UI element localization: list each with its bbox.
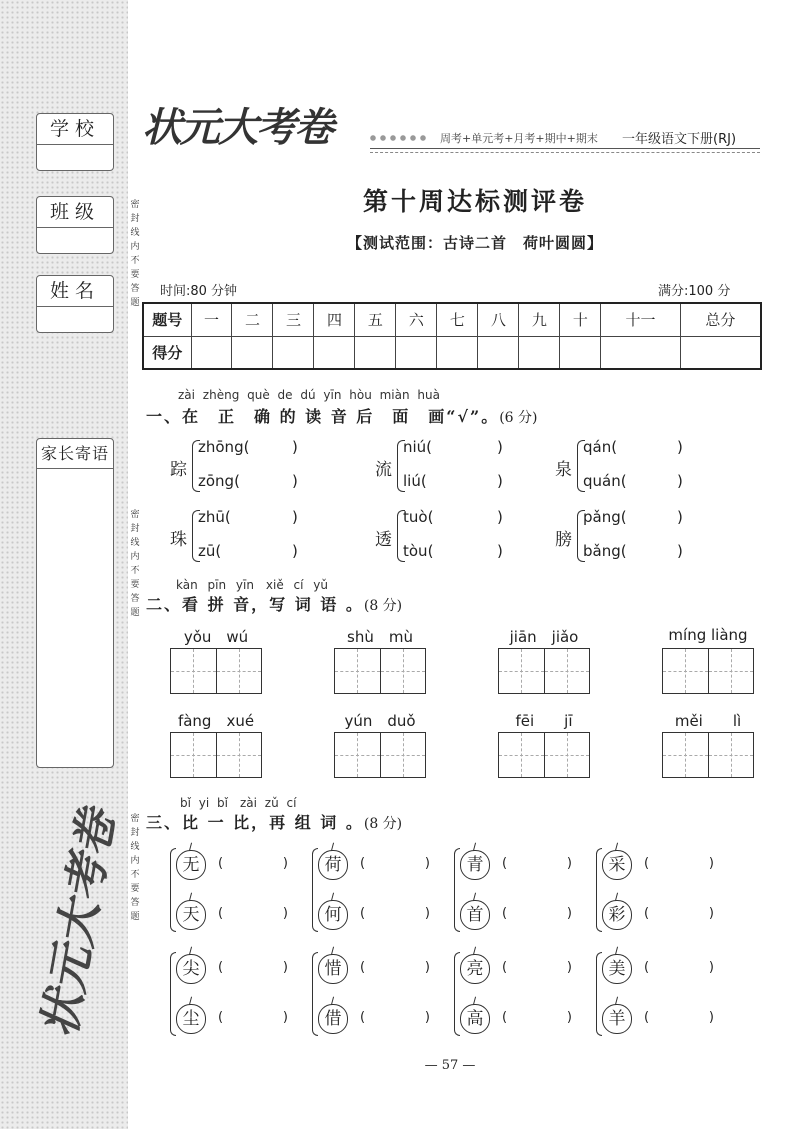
q1-option[interactable]: zhōng( ) xyxy=(198,438,298,456)
q2-word-pinyin: měi lì xyxy=(674,712,742,730)
q3-answer-blank[interactable]: ( ) xyxy=(218,960,288,975)
class-label: 班级 xyxy=(37,197,113,228)
q2-writing-grid[interactable] xyxy=(170,648,262,694)
q2-word-pinyin: jiān jiǎo xyxy=(509,628,579,646)
q3-apple-char: 高 xyxy=(460,1004,490,1034)
q3-brace xyxy=(454,848,460,932)
q3-answer-blank[interactable]: ( ) xyxy=(218,856,288,871)
seal-text-2: 密 封 线 内 不 要 答 题 xyxy=(130,510,140,618)
q2-writing-grid[interactable] xyxy=(170,732,262,778)
q3-answer-blank[interactable]: ( ) xyxy=(644,856,714,871)
grid-cell[interactable] xyxy=(380,649,425,693)
header-logo: 状元大考卷 xyxy=(142,105,332,151)
q1-option[interactable]: tòu( ) xyxy=(403,542,503,560)
q3-apple-char: 荷 xyxy=(318,850,348,880)
q1-option[interactable]: qán( ) xyxy=(583,438,683,456)
q3-title: 三、比 一 比，再 组 词 。(8 分) xyxy=(146,813,403,832)
grid-cell[interactable] xyxy=(708,733,753,777)
q1-pinyin: zài zhèng què de dú yīn hòu miàn huà xyxy=(178,388,440,402)
q1-option[interactable]: bǎng( ) xyxy=(583,542,683,560)
q3-answer-blank[interactable]: ( ) xyxy=(502,1010,572,1025)
grid-cell[interactable] xyxy=(663,649,708,693)
q3-apple-char: 首 xyxy=(460,900,490,930)
q2-writing-grid[interactable] xyxy=(334,732,426,778)
header-rule-dashed xyxy=(370,152,760,153)
seal-text-3: 密 封 线 内 不 要 答 题 xyxy=(130,814,140,922)
q1-option[interactable]: zū( ) xyxy=(198,542,298,560)
q1-char: 踪 xyxy=(170,460,187,480)
q2-writing-grid[interactable] xyxy=(498,648,590,694)
q2-writing-grid[interactable] xyxy=(498,732,590,778)
q1-option[interactable]: zōng( ) xyxy=(198,472,298,490)
q2-word-pinyin: shù mù xyxy=(347,628,413,646)
q3-brace xyxy=(596,848,602,932)
q1-option[interactable]: tuò( ) xyxy=(403,508,503,526)
q2-title: 二、看 拼 音，写 词 语 。(8 分) xyxy=(146,595,403,614)
q3-apple-char: 天 xyxy=(176,900,206,930)
q2-writing-grid[interactable] xyxy=(334,648,426,694)
q3-answer-blank[interactable]: ( ) xyxy=(360,1010,430,1025)
q3-answer-blank[interactable]: ( ) xyxy=(502,856,572,871)
q3-apple-char: 采 xyxy=(602,850,632,880)
score-header-row: 题号 一 二 三 四 五 六 七 八 九 十 十一 总分 xyxy=(143,303,761,336)
parent-note-box[interactable] xyxy=(36,438,114,768)
q1-char: 膀 xyxy=(555,530,572,550)
grid-cell[interactable] xyxy=(171,733,216,777)
name-box[interactable] xyxy=(36,275,114,333)
test-range: 【测试范围：古诗二首 荷叶圆圆】 xyxy=(346,234,603,252)
grid-cell[interactable] xyxy=(708,649,753,693)
grid-cell[interactable] xyxy=(380,733,425,777)
grid-cell[interactable] xyxy=(544,733,589,777)
q3-brace xyxy=(454,952,460,1036)
page-title: 第十周达标测评卷 xyxy=(362,187,587,216)
grid-cell[interactable] xyxy=(544,649,589,693)
q1-option[interactable]: quán( ) xyxy=(583,472,683,490)
q2-writing-grid[interactable] xyxy=(662,648,754,694)
q2-word-pinyin: míng liàng xyxy=(668,626,748,644)
q3-apple-char: 尖 xyxy=(176,954,206,984)
header-subtitle: 周考+单元考+月考+期中+期末 xyxy=(440,132,598,145)
q3-answer-blank[interactable]: ( ) xyxy=(360,906,430,921)
q1-char: 透 xyxy=(375,530,392,550)
school-label: 学校 xyxy=(37,114,113,145)
side-logo: 状元大考卷 xyxy=(31,805,125,1042)
q3-brace xyxy=(312,848,318,932)
name-label: 姓名 xyxy=(37,276,113,307)
q3-brace xyxy=(170,848,176,932)
header-grade: 一年级语文下册(RJ) xyxy=(622,132,737,147)
seal-text-1: 密 封 线 内 不 要 答 题 xyxy=(130,200,140,308)
q2-word-pinyin: fàng xué xyxy=(177,712,255,730)
grid-cell[interactable] xyxy=(335,649,380,693)
q3-apple-char: 何 xyxy=(318,900,348,930)
q2-word-pinyin: fēi jī xyxy=(515,712,573,730)
q1-title: 一、在 正 确 的 读 音 后 面 画“√”。(6 分) xyxy=(146,407,538,426)
parent-note-label: 家长寄语 xyxy=(37,439,113,469)
q1-option[interactable]: zhū( ) xyxy=(198,508,298,526)
q1-option[interactable]: liú( ) xyxy=(403,472,503,490)
grid-cell[interactable] xyxy=(216,733,261,777)
page-number: — 57 — xyxy=(424,1058,476,1073)
grid-cell[interactable] xyxy=(499,733,544,777)
q3-apple-char: 彩 xyxy=(602,900,632,930)
grid-cell[interactable] xyxy=(499,649,544,693)
q3-apple-char: 亮 xyxy=(460,954,490,984)
grid-cell[interactable] xyxy=(216,649,261,693)
q2-word-pinyin: yún duǒ xyxy=(344,712,416,730)
q2-pinyin: kàn pīn yīn xiě cí yǔ xyxy=(176,578,329,592)
q3-answer-blank[interactable]: ( ) xyxy=(360,856,430,871)
header-rule xyxy=(370,148,760,149)
q3-answer-blank[interactable]: ( ) xyxy=(502,960,572,975)
q3-answer-blank[interactable]: ( ) xyxy=(218,906,288,921)
q2-word-pinyin: yǒu wú xyxy=(183,628,249,646)
full-score: 满分:100 分 xyxy=(658,284,731,299)
q1-option[interactable]: niú( ) xyxy=(403,438,503,456)
q1-char: 泉 xyxy=(555,460,572,480)
q3-answer-blank[interactable]: ( ) xyxy=(644,960,714,975)
q3-apple-char: 青 xyxy=(460,850,490,880)
q3-apple-char: 羊 xyxy=(602,1004,632,1034)
q3-answer-blank[interactable]: ( ) xyxy=(218,1010,288,1025)
score-value-row: 得分 xyxy=(143,336,761,369)
q3-answer-blank[interactable]: ( ) xyxy=(360,960,430,975)
q3-answer-blank[interactable]: ( ) xyxy=(644,906,714,921)
school-box[interactable] xyxy=(36,113,114,171)
q2-writing-grid[interactable] xyxy=(662,732,754,778)
q3-answer-blank[interactable]: ( ) xyxy=(502,906,572,921)
q3-apple-char: 无 xyxy=(176,850,206,880)
q3-brace xyxy=(170,952,176,1036)
grid-cell[interactable] xyxy=(335,733,380,777)
q3-brace xyxy=(312,952,318,1036)
q3-apple-char: 借 xyxy=(318,1004,348,1034)
q3-apple-char: 美 xyxy=(602,954,632,984)
q3-answer-blank[interactable]: ( ) xyxy=(644,1010,714,1025)
q3-apple-char: 尘 xyxy=(176,1004,206,1034)
header-dots xyxy=(368,134,430,142)
q3-apple-char: 惜 xyxy=(318,954,348,984)
score-table xyxy=(142,302,762,370)
grid-cell[interactable] xyxy=(171,649,216,693)
time-limit: 时间:80 分钟 xyxy=(160,284,238,299)
q3-pinyin: bǐ yi bǐ zài zǔ cí xyxy=(180,796,297,810)
grid-cell[interactable] xyxy=(663,733,708,777)
q3-brace xyxy=(596,952,602,1036)
q1-option[interactable]: pǎng( ) xyxy=(583,508,683,526)
q1-char: 流 xyxy=(375,460,392,480)
q1-char: 珠 xyxy=(170,530,187,550)
